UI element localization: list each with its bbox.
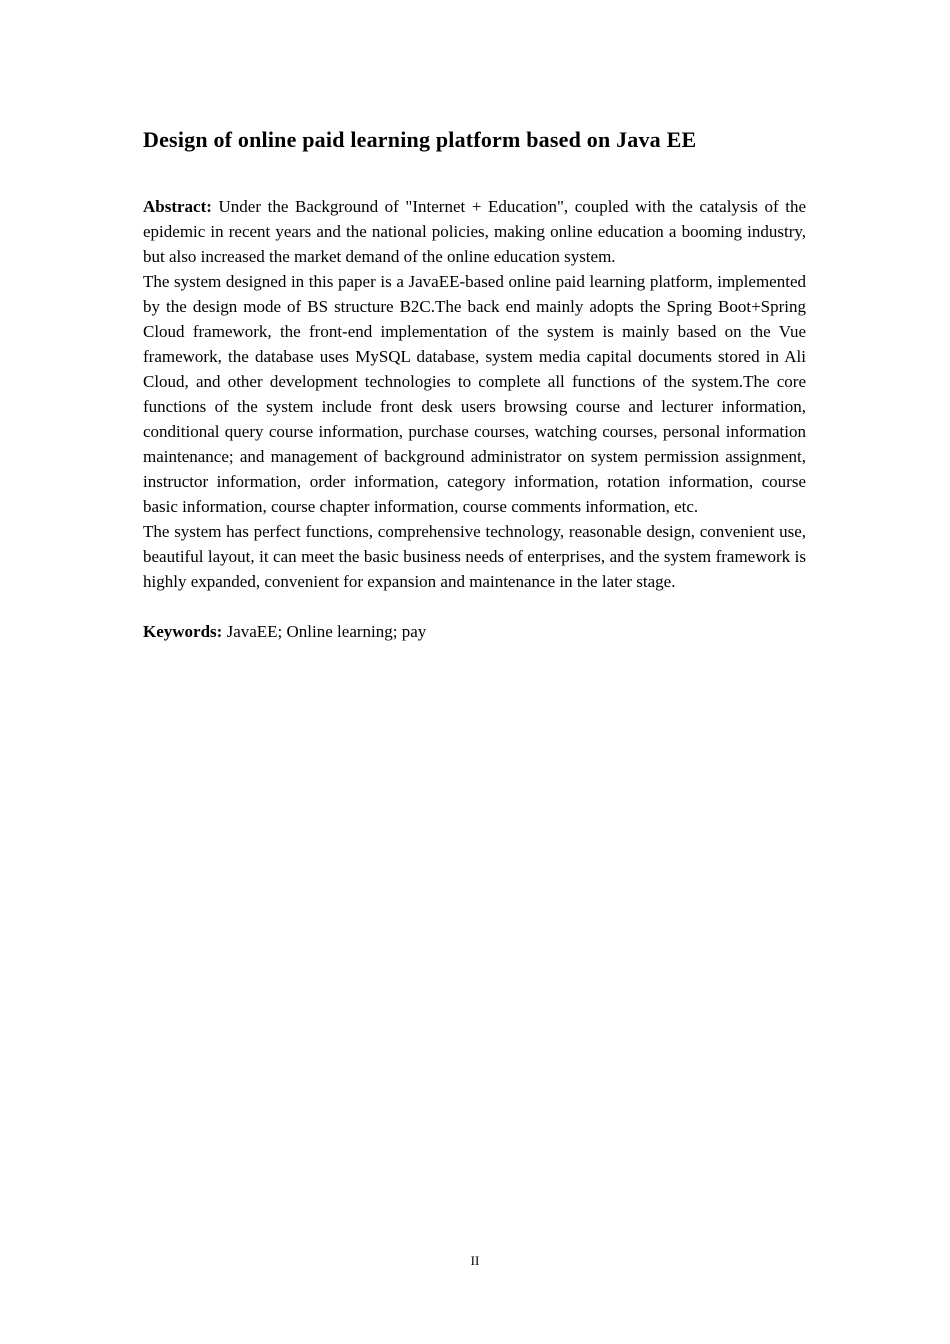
page-number: II <box>470 1253 480 1268</box>
keywords-label: Keywords: <box>143 622 223 641</box>
keywords-text: JavaEE; Online learning; pay <box>226 622 427 641</box>
conclusion-paragraph: The system has perfect functions, comprehensive technology, reasonable design, convenient use, beautiful layout, it can meet the basic business needs of enterprises, and the system framework is highly expanded, convenient for expansion and maintenance in the later stage. <box>143 522 806 591</box>
abstract-text: Under the Background of "Internet + Education", coupled with the catalysis of the epidemic in recent years and the national policies, making online education a booming industry, but also increased the market demand of the online education system. <box>143 197 807 266</box>
page-title: Design of online paid learning platform based on Java EE <box>143 127 697 152</box>
abstract-paragraph <box>143 194 806 269</box>
abstract-label: Abstract: <box>143 197 212 216</box>
keywords-paragraph <box>143 619 806 644</box>
system-description-paragraph: The system designed in this paper is a JavaEE-based online paid learning platform, implemented by the design mode of BS structure B2C.The back end mainly adopts the Spring Boot+Spring Cloud framework, the front-end implementation of the system is mainly based on the Vue framework, the database uses MySQL database, system media capital documents stored in Ali Cloud, and other development technologies to complete all functions of the system.The core functions of the system include front desk users browsing course and lecturer information, conditional query course information, purchase courses, watching courses, personal information maintenance; and management of background administrator on system permission assignment, instructor information, order information, category information, rotation information, course basic information, course chapter information, course comments information, etc. <box>143 272 806 516</box>
document-content <box>143 0 806 644</box>
